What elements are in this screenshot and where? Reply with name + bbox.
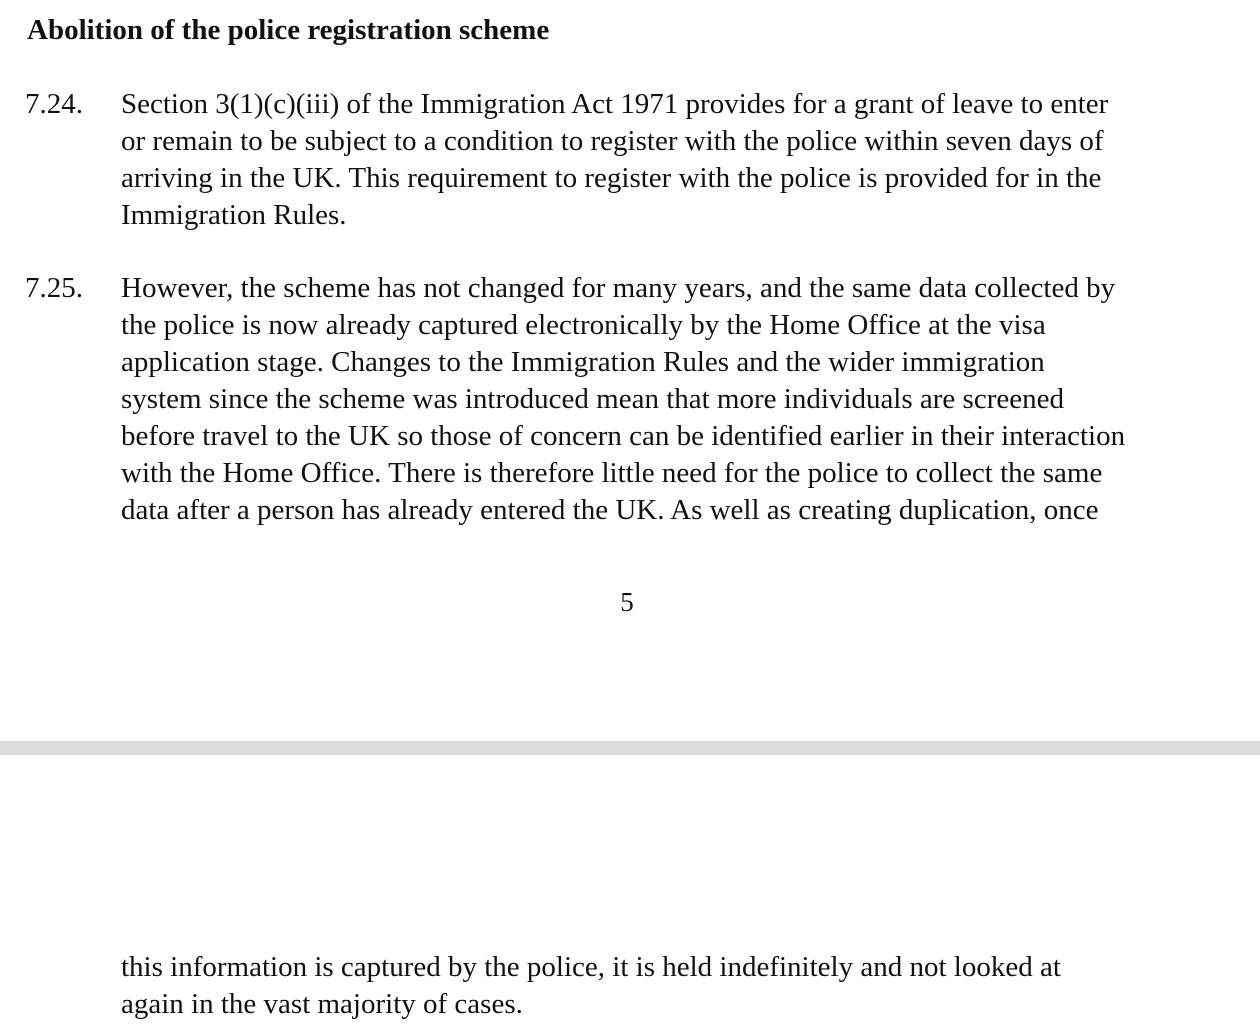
- text-line: before travel to the UK so those of concern can be identified earlier in their interaction: [121, 420, 1126, 452]
- text-line: with the Home Office. There is therefore little need for the police to collect the same: [121, 457, 1103, 489]
- paragraph-number: 7.24.: [25, 88, 83, 120]
- text-line: this information is captured by the police, it is held indefinitely and not looked at: [121, 951, 1061, 983]
- text-line: However, the scheme has not changed for many years, and the same data collected by: [121, 272, 1116, 304]
- section-heading: Abolition of the police registration scheme: [27, 14, 550, 46]
- text-line: data after a person has already entered the UK. As well as creating duplication, once: [121, 494, 1099, 526]
- text-line: application stage. Changes to the Immigration Rules and the wider immigration: [121, 346, 1045, 378]
- text-line: again in the vast majority of cases.: [121, 988, 523, 1020]
- document-page-6: [0, 755, 1260, 1036]
- text-line: or remain to be subject to a condition to register with the police within seven days of: [121, 125, 1104, 157]
- page-number: 5: [620, 587, 634, 617]
- text-line: Immigration Rules.: [121, 199, 347, 231]
- paragraph-number: 7.25.: [25, 272, 83, 304]
- page-separator: [0, 741, 1260, 755]
- text-line: Section 3(1)(c)(iii) of the Immigration Act 1971 provides for a grant of leave to enter: [121, 88, 1109, 120]
- text-line: arriving in the UK. This requirement to register with the police is provided for in the: [121, 162, 1102, 194]
- text-line: system since the scheme was introduced mean that more individuals are screened: [121, 383, 1064, 415]
- text-line: the police is now already captured electronically by the Home Office at the visa: [121, 309, 1046, 341]
- paragraph-continuation: [121, 949, 1061, 1023]
- paragraph-text: [121, 86, 1108, 234]
- paragraph-text: [121, 270, 1125, 529]
